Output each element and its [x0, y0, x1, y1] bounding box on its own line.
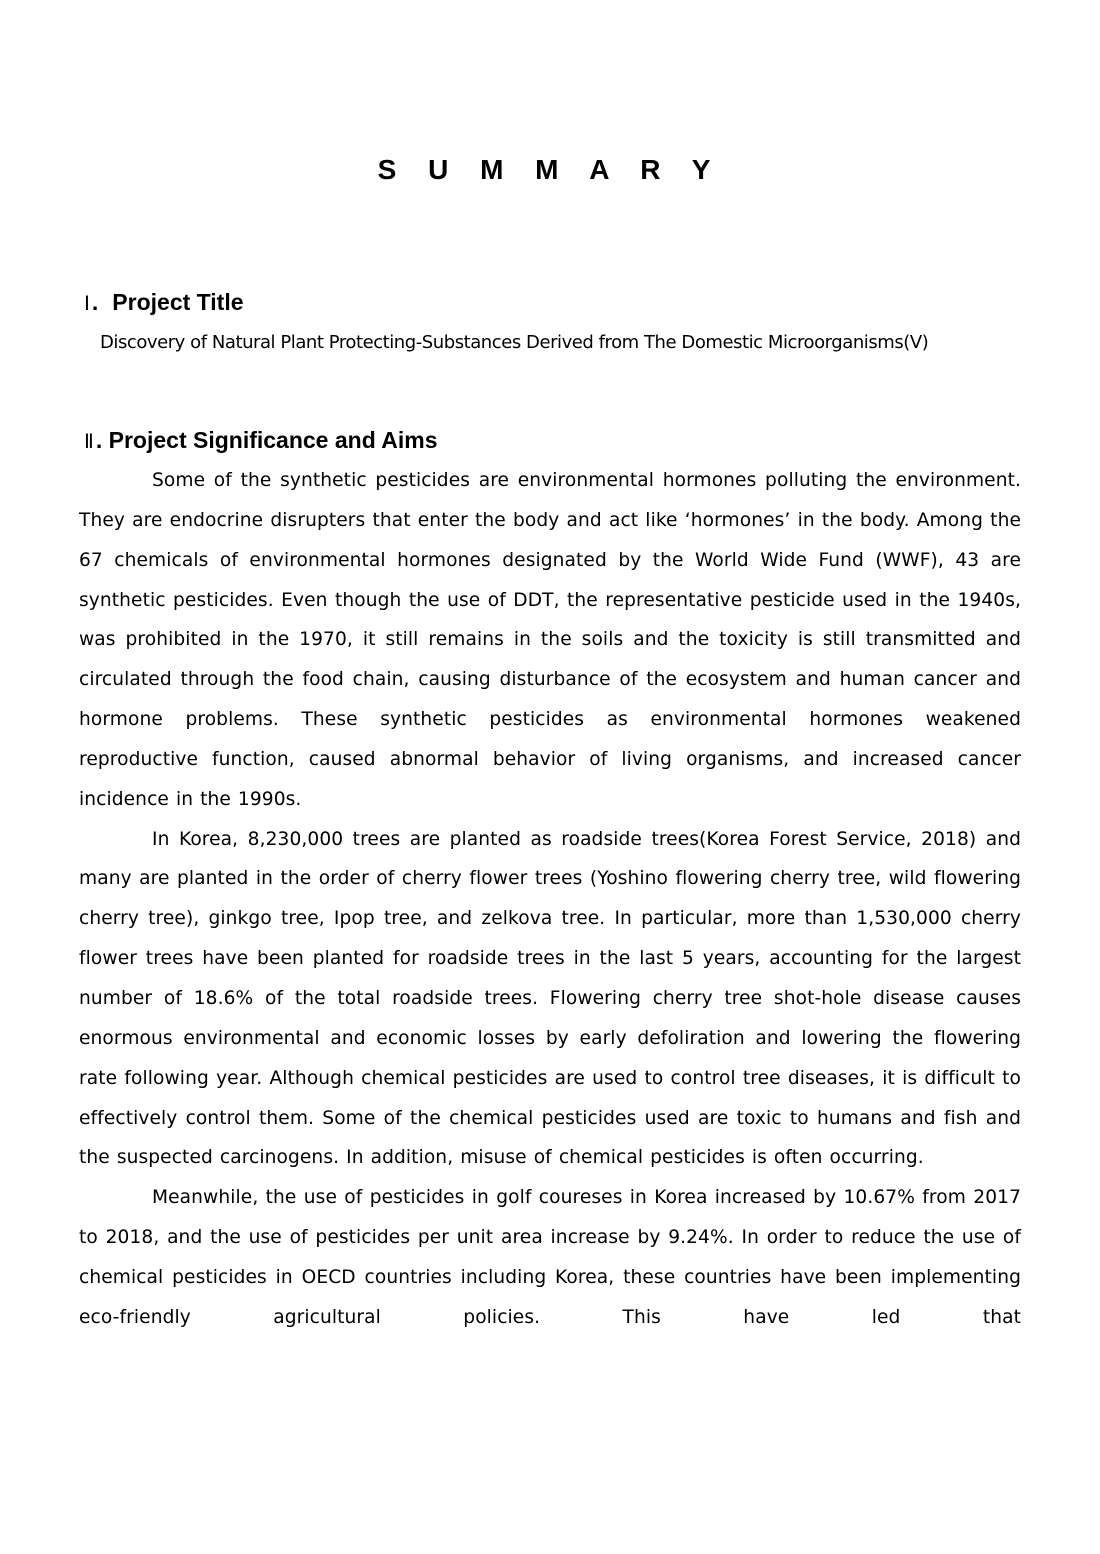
body-paragraph: Some of the synthetic pesticides are environmental hormones polluting the environment. They are endocrine disrupters that enter the body and act like ‘hormones’ in the body. Among the 67 chemicals of environmental hormones designated by the World Wide Fund (WWF), 43 are synthetic pesticides. Even though the use of DDT, the representative pesticide used in the 1940s, was prohibited in the 1970, it still remains in the soils and the toxicity is still transmitted and circulated through the food chain, causing disturbance of the ecosystem and human cancer and hormone problems. These synthetic pesticides as environmental hormones weakened reproductive function, caused abnormal behavior of living organisms, and increased cancer incidence in the 1990s. — [79, 470, 1021, 810]
section-heading-project-title: Ⅰ. Project Title — [84, 289, 244, 315]
section-heading-significance-aims: Ⅱ. Project Significance and Aims — [84, 427, 438, 453]
body-paragraph: In Korea, 8,230,000 trees are planted as roadside trees(Korea Forest Service, 2018) and many are planted in the order of cherry flower trees (Yoshino flowering cherry tree, wild flowering cherry tree), ginkgo tree, Ipop tree, and zelkova tree. In particular, more than 1,530,000 cherry flower trees have been planted for roadside trees in the last 5 years, accounting for the largest number of 18.6% of the total roadside trees. Flowering cherry tree shot-hole disease causes enormous environmental and economic losses by early defoliration and lowering the flowering rate following year. Although chemical pesticides are used to control tree diseases, it is difficult to effectively control them. Some of the chemical pesticides used are toxic to humans and fish and the suspected carcinogens. In addition, misuse of chemical pesticides is often occurring. — [79, 828, 1021, 1169]
section-heading-label: Project Title — [112, 289, 244, 315]
section-heading-label: Project Significance and Aims — [108, 427, 438, 453]
page-title: S U M M A R Y — [377, 154, 723, 185]
section-body — [79, 461, 1021, 1338]
project-title-text: Discovery of Natural Plant Protecting-Substances Derived from The Domestic Microorganisms(V) — [100, 332, 929, 353]
section-numeral: Ⅰ — [84, 293, 90, 315]
section-numeral: Ⅱ — [84, 431, 94, 453]
body-paragraph: Meanwhile, the use of pesticides in golf coureses in Korea increased by 10.67% from 2017 to 2018, and the use of pesticides per unit area increase by 9.24%. In order to reduce the use of chemical pesticides in OECD countries including Korea, these countries have been implementing eco-friendly agricultural policies. This have led that — [79, 1187, 1021, 1328]
